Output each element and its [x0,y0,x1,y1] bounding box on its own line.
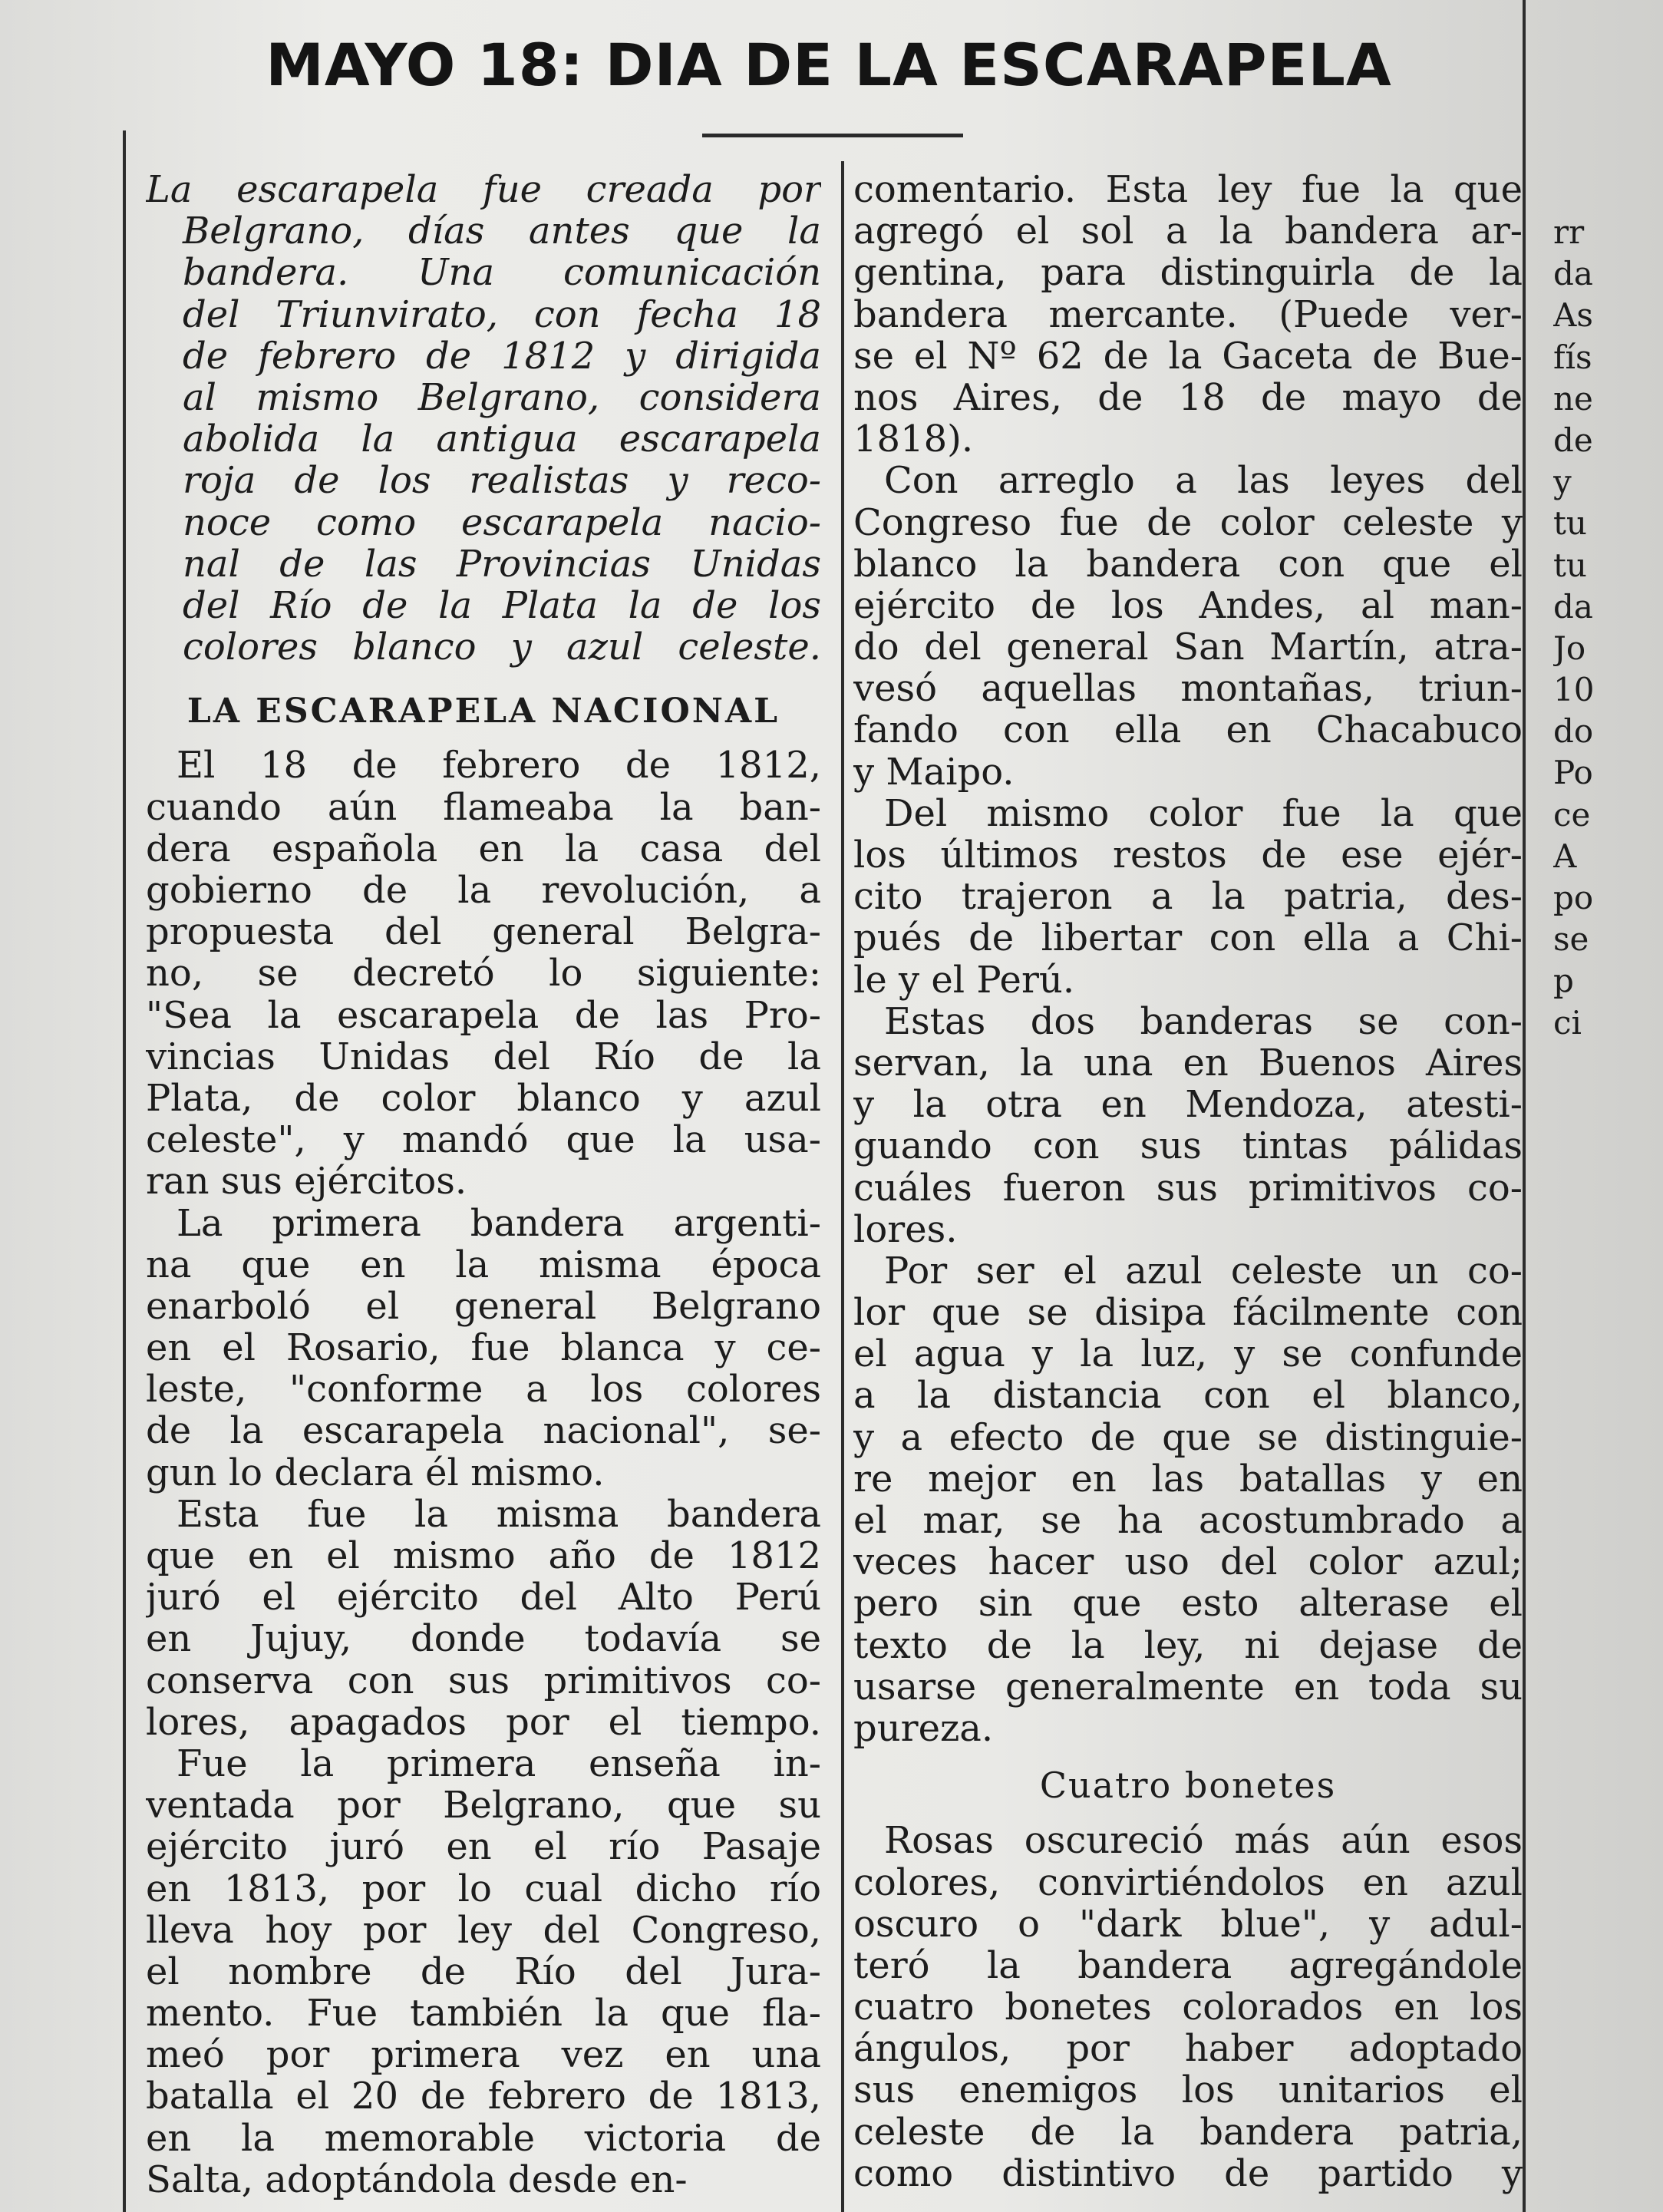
text-line: ángulos, por haber adoptado [853,2028,1523,2070]
text-line: do del general San Martín, atra- [853,626,1523,669]
edge-fragment: A [1553,837,1577,875]
text-line: pero sin que esto alterase el [853,1583,1523,1625]
edge-fragment: do [1553,712,1594,751]
text-line: no, se decretó lo siguiente: [146,952,821,995]
text-line: a la distancia con el blanco, [853,1375,1523,1417]
text-line: cito trajeron a la patria, des- [853,876,1523,918]
text-line: servan, la una en Buenos Aires [853,1042,1523,1085]
text-line: usarse generalmente en toda su [853,1666,1523,1708]
edge-fragment: ne [1553,379,1593,418]
left-column [146,169,821,2200]
text-line: bandera mercante. (Puede ver- [853,293,1523,335]
text-line: el agua y la luz, y se confunde [853,1333,1523,1375]
text-line: Belgrano, días antes que la [183,210,821,253]
text-line: en Jujuy, donde todavía se [146,1618,821,1660]
text-line: fando con ella en Chacabuco [853,709,1523,751]
right-column [853,169,1523,2194]
text-line: de la escarapela nacional", se- [146,1410,821,1452]
right-body-text [853,169,1523,1749]
text-line: Esta fue la misma bandera [177,1493,821,1535]
text-line: del Río de la Plata la de los [183,584,821,627]
text-line: 1818). [853,418,974,461]
text-line: el nombre de Río del Jura- [146,1950,821,1993]
text-line: El 18 de febrero de 1812, [177,744,821,787]
text-line: sus enemigos los unitarios el [853,2069,1523,2111]
left-body-text [146,744,821,2200]
text-line: mento. Fue también la que fla- [146,1992,821,2035]
text-line: el mar, se ha acostumbrado a [853,1500,1523,1542]
text-line: cuatro bonetes colorados en los [853,1986,1523,2029]
text-line: Estas dos banderas se con- [884,1000,1523,1042]
text-line: gun lo declara él mismo. [146,1451,605,1494]
text-line: La escarapela fue creada por [146,169,821,211]
text-line: dera española en la casa del [146,827,821,870]
text-line: nal de las Provincias Unidas [183,543,821,585]
text-line: roja de los realistas y reco- [183,460,821,502]
text-line: leste, "conforme a los colores [146,1368,821,1411]
text-line: agregó el sol a la bandera ar- [853,210,1523,253]
text-line: Por ser el azul celeste un co- [884,1250,1523,1293]
right-body-text-2 [853,1820,1523,2194]
text-line: pureza. [853,1707,994,1750]
text-line: gentina, para distinguirla de la [853,252,1523,294]
text-line: comentario. Esta ley fue la que [853,169,1523,211]
text-line: abolida la antigua escarapela [183,418,821,461]
intro-paragraph [146,169,821,668]
text-line: lores. [853,1208,958,1250]
text-line: Salta, adoptándola desde en- [146,2158,688,2200]
text-line: en la memorable victoria de [146,2117,821,2159]
text-line: en el Rosario, fue blanca y ce- [146,1327,821,1369]
text-line: teró la bandera agregándole [853,1944,1523,1987]
edge-fragment: 10 [1553,671,1595,709]
text-line: se el Nº 62 de la Gaceta de Bue- [853,335,1523,377]
edge-fragment: Jo [1553,629,1586,667]
edge-fragment: p [1553,962,1574,1000]
edge-fragment: se [1553,920,1589,959]
edge-fragment: da [1553,587,1593,626]
text-line: "Sea la escarapela de las Pro- [146,994,821,1036]
text-line: ran sus ejércitos. [146,1160,467,1203]
edge-fragment: da [1553,255,1593,293]
text-line: enarboló el general Belgrano [146,1285,821,1328]
text-line: los últimos restos de ese ejér- [853,834,1523,877]
text-line: Rosas oscureció más aún esos [884,1820,1523,1862]
text-line: texto de la ley, ni dejase de [853,1624,1523,1666]
edge-fragment: po [1553,879,1594,916]
text-line: Del mismo color fue la que [884,792,1523,834]
text-line: meó por primera vez en una [146,2034,821,2076]
text-line: re mejor en las batallas y en [853,1458,1523,1500]
text-line: celeste de la bandera patria, [853,2111,1523,2153]
text-line: al mismo Belgrano, considera [183,376,821,419]
text-line: colores, convirtiéndolos en azul [853,1861,1523,1903]
text-line: Fue la primera enseña in- [177,1742,821,1785]
text-line: y a efecto de que se distinguie- [853,1416,1523,1458]
edge-fragment: As [1553,296,1593,335]
edge-fragment: de [1553,421,1593,459]
text-line: Congreso fue de color celeste y [853,501,1523,543]
text-line: gobierno de la revolución, a [146,870,821,912]
edge-fragment: ce [1553,795,1591,834]
text-line: colores blanco y azul celeste. [183,626,821,669]
text-line: batalla el 20 de febrero de 1813, [146,2075,821,2118]
headline: MAYO 18: DIA DE LA ESCARAPELA [266,31,1392,99]
text-line: del Triunvirato, con fecha 18 [183,293,821,335]
edge-fragment: fís [1553,338,1592,376]
text-line: La primera bandera argenti- [177,1202,821,1244]
edge-fragment: ci [1553,1003,1582,1042]
edge-fragment: tu [1553,504,1587,543]
column-divider-right [1523,0,1526,2212]
text-line: guando con sus tintas pálidas [853,1125,1523,1167]
text-line: propuesta del general Belgra- [146,911,821,953]
text-line: celeste", y mandó que la usa- [146,1119,821,1161]
column-divider-center [841,161,844,2212]
text-line: veces hacer uso del color azul; [853,1541,1523,1583]
section-title: LA ESCARAPELA NACIONAL [186,692,780,731]
text-line: vincias Unidas del Río de la [146,1035,821,1078]
edge-fragments [1553,212,1653,1044]
text-line: lor que se disipa fácilmente con [853,1292,1523,1334]
text-line: Plata, de color blanco y azul [146,1077,821,1120]
edge-fragment: tu [1553,546,1587,584]
text-line: blanco la bandera con que el [853,543,1523,585]
text-line: como distintivo de partido y [853,2152,1523,2194]
text-line: bandera. Una comunicación [183,252,821,294]
text-line: y Maipo. [853,751,1015,793]
text-line: pués de libertar con ella a Chi- [853,917,1523,959]
text-line: ventada por Belgrano, que su [146,1784,821,1827]
text-line: que en el mismo año de 1812 [146,1535,821,1577]
text-line: lleva hoy por ley del Congreso, [146,1909,821,1951]
text-line: nos Aires, de 18 de mayo de [853,376,1523,419]
text-line: lores, apagados por el tiempo. [146,1701,821,1743]
text-line: na que en la misma época [146,1243,821,1286]
text-line: cuáles fueron sus primitivos co- [853,1167,1523,1209]
text-line: oscuro o "dark blue", y adul- [853,1903,1523,1945]
text-line: noce como escarapela nacio- [183,501,821,543]
column-divider-left [123,130,126,2212]
edge-fragment: Po [1553,754,1593,792]
text-line: cuando aún flameaba la ban- [146,786,821,828]
text-line: vesó aquellas montañas, triun- [853,668,1523,710]
text-line: en 1813, por lo cual dicho río [146,1867,821,1910]
edge-fragment: rr [1553,213,1585,251]
text-line: y la otra en Mendoza, atesti- [853,1084,1523,1126]
text-line: juró el ejército del Alto Perú [146,1576,821,1619]
text-line: conserva con sus primitivos co- [146,1659,821,1702]
edge-fragment: y [1553,463,1572,501]
text-line: Con arreglo a las leyes del [884,460,1523,502]
subheading: Cuatro bonetes [1039,1765,1337,1807]
text-line: de febrero de 1812 y dirigida [183,335,821,377]
text-line: le y el Perú. [853,959,1075,1001]
text-line: ejército juró en el río Pasaje [146,1826,821,1868]
text-line: ejército de los Andes, al man- [853,584,1523,627]
headline-divider [702,134,963,137]
